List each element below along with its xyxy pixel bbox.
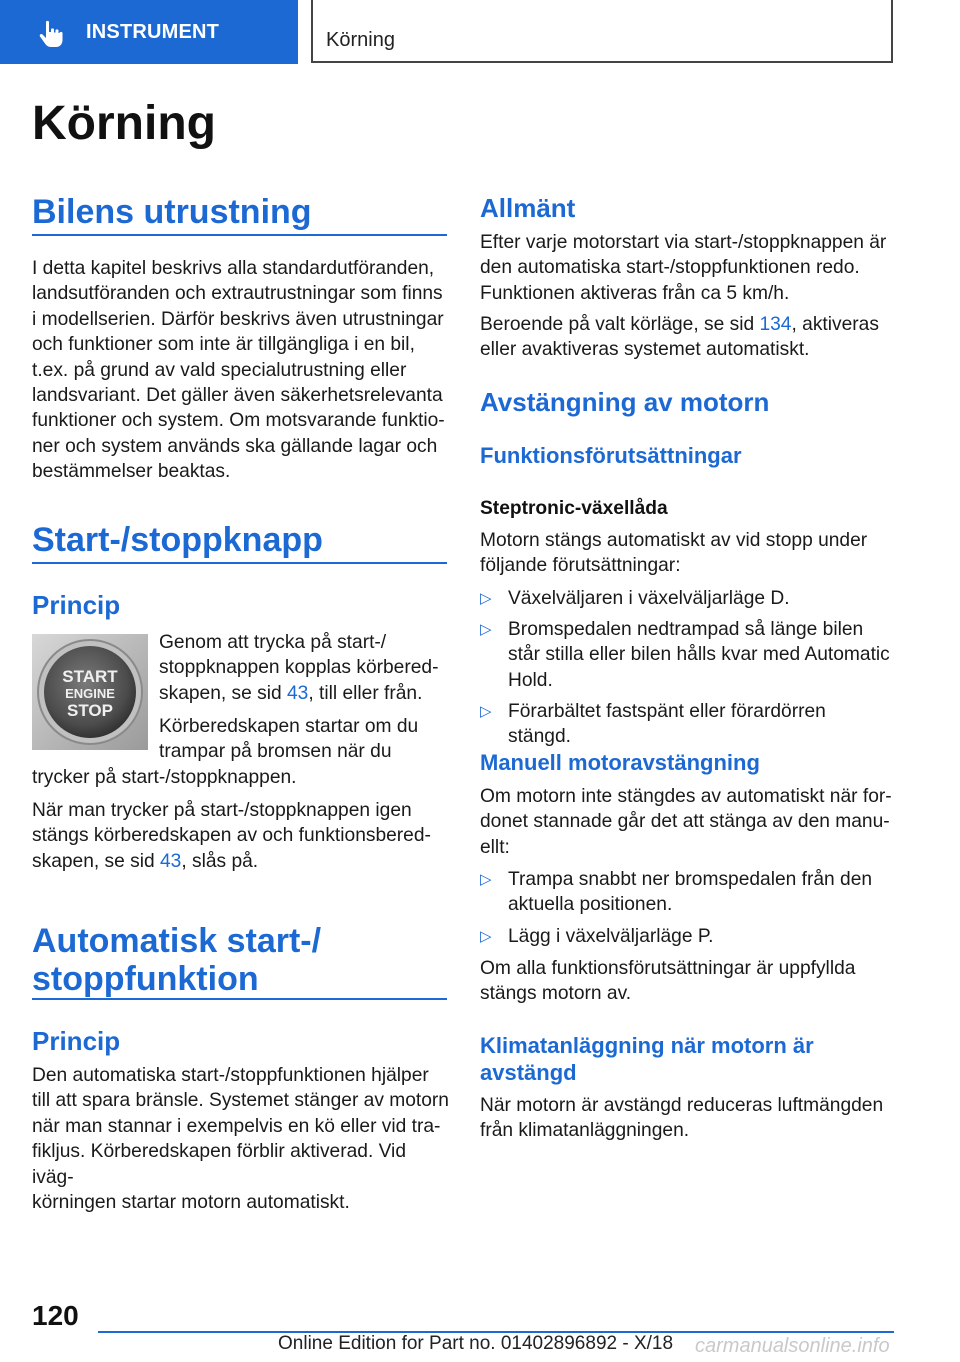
princip-paragraph-2b: trycker på start-/stoppknappen. <box>32 767 297 788</box>
heading-rule <box>32 562 447 564</box>
chapter-tab-label: INSTRUMENT <box>86 21 220 43</box>
svg-text:START: START <box>62 667 118 686</box>
klimat-paragraph: När motorn är avstängd reduceras luftmängden från klimatanläggningen. <box>480 1095 884 1142</box>
heading-steptronic: Steptronic-växellåda <box>480 498 668 519</box>
manuell-paragraph: Om motorn inte stängdes av automatiskt när for- donet stannade går det att stänga av den manu- ellt: <box>480 786 892 858</box>
heading-klimatanlaggning: Klimatanläggning när motorn är avstängd <box>480 1033 814 1085</box>
section-header-label: Körning <box>326 29 395 51</box>
heading-funktionsforutsattningar: Funktionsförutsättningar <box>480 443 742 468</box>
svg-text:STOP: STOP <box>67 701 113 720</box>
heading-allmant: Allmänt <box>480 193 576 223</box>
heading-rule <box>32 998 447 1000</box>
princip-paragraph-3: När man trycker på start-/stoppknappen igen stängs körberedskapen av och funktionsbered- skapen, se sid 43, slås på. <box>32 800 431 872</box>
triangle-bullet-icon: ▷ <box>480 621 492 638</box>
steptronic-paragraph: Motorn stängs automatiskt av vid stopp under följande förutsättningar: <box>480 530 868 577</box>
list-item: ▷ Bromspedalen nedtrampad så länge bilen står stilla eller bilen hålls kvar med Automatic Hold. <box>480 619 890 691</box>
heading-avstangning-av-motorn: Avstängning av motorn <box>480 387 770 417</box>
chapter-tab[interactable] <box>0 0 298 64</box>
list-item: ▷ Växelväljaren i växelväljarläge D. <box>480 586 894 612</box>
heading-automatisk-start-stopp: Automatisk start-/ stoppfunktion <box>32 922 322 998</box>
list-item: ▷ Förarbältet fastspänt eller förardörren stängd. <box>480 701 826 748</box>
allmant-paragraph-2: Beroende på valt körläge, se sid 134, aktiveras eller avaktiveras systemet automatiskt. <box>480 314 879 361</box>
list-item: ▷ Trampa snabbt ner bromspedalen från den aktuella positionen. <box>480 869 873 916</box>
hand-pointer-icon <box>38 20 64 48</box>
allmant-paragraph-1: Efter varje motorstart via start-/stoppknappen är den automatiska start-/stoppfunktionen redo. Funktionen aktiveras från ca 5 km/h. <box>480 232 887 304</box>
start-engine-stop-button-image <box>32 634 148 750</box>
page-link[interactable]: 43 <box>160 850 182 872</box>
triangle-bullet-icon: ▷ <box>480 703 492 720</box>
uppfyllda-paragraph: Om alla funktionsförutsättningar är uppfyllda stängs motorn av. <box>480 958 856 1005</box>
footer-edition: Online Edition for Part no. 01402896892 - X/18 <box>278 1333 674 1354</box>
heading-start-stoppknapp: Start-/stoppknapp <box>32 521 323 559</box>
section-header <box>311 0 893 63</box>
princip2-paragraph: Den automatiska start-/stoppfunktionen hjälper till att spara bränsle. Systemet stänger av motorn när man stannar i exempelvis en kö eller vid tra- fikljus. Körberedskapen förblir aktiverad. Vid iväg- körningen startar motorn automatiskt. <box>32 1065 449 1214</box>
watermark: carmanualsonline.info <box>695 1335 890 1357</box>
page-link[interactable]: 43 <box>287 682 309 704</box>
list-item: ▷ Lägg i växelväljarläge P. <box>480 924 894 950</box>
heading-rule <box>32 234 447 236</box>
bilens-paragraph: I detta kapitel beskrivs alla standardutföranden, landsutföranden och extrautrustningar som finns i modellserien. Därför beskrivs även utrustningar och funktioner som inte är tillgängliga i en bil, t.ex. på grund av vald specialutrustning eller landsvariant. Det gäller även säkerhetsrelevanta funktioner och system. Om motsvarande funktio- ner och system används ska gällande lagar och bestämmelser beaktas. <box>32 258 445 483</box>
page-number: 120 <box>32 1300 79 1331</box>
heading-princip: Princip <box>32 590 121 620</box>
triangle-bullet-icon: ▷ <box>480 928 492 945</box>
princip-paragraph-1: Genom att trycka på start-/ stoppknappen kopplas körbered- skapen, se sid 43, till eller från. <box>159 632 439 704</box>
svg-text:ENGINE: ENGINE <box>65 686 115 701</box>
triangle-bullet-icon: ▷ <box>480 871 492 888</box>
heading-manuell-motoravstangning: Manuell motoravstängning <box>480 750 760 775</box>
heading-princip: Princip <box>32 1026 121 1056</box>
heading-bilens-utrustning: Bilens utrustning <box>32 193 312 231</box>
page-link[interactable]: 134 <box>759 314 792 335</box>
page-title: Körning <box>32 97 216 150</box>
princip-paragraph-2a: Körberedskapen startar om du trampar på bromsen när du <box>159 716 419 763</box>
triangle-bullet-icon: ▷ <box>480 590 492 607</box>
